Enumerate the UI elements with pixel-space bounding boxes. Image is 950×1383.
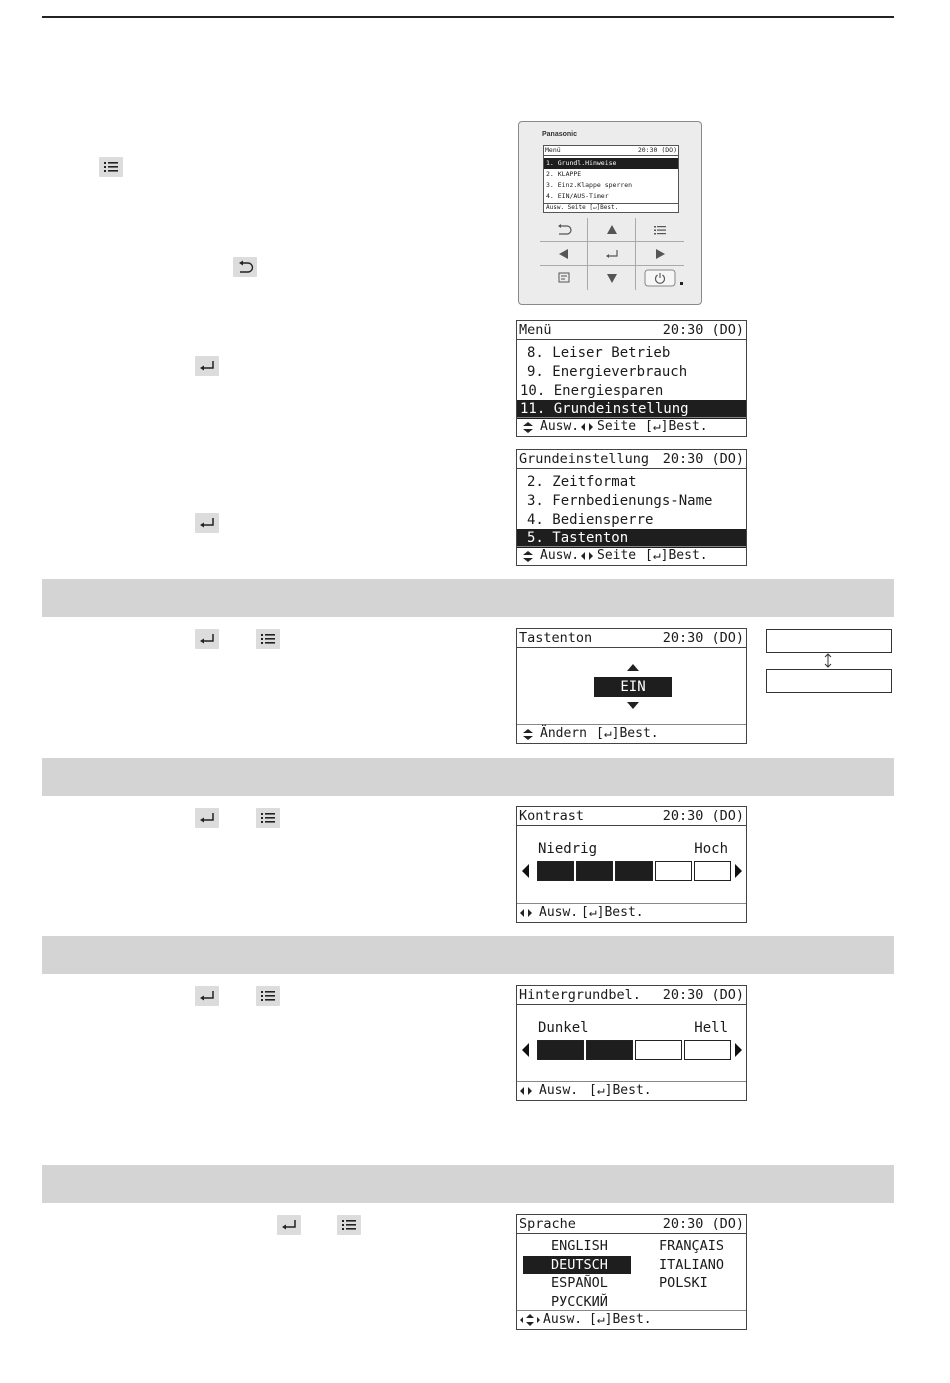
menu-item-selected[interactable]: 11. Grundeinstellung [517,400,746,419]
screen-title: Grundeinstellung [519,451,650,467]
footer-select-label: Ausw. [543,1312,583,1327]
up-down-icon [522,421,534,434]
tastenton-value[interactable]: EIN [594,677,672,697]
up-down-icon [522,550,534,563]
screen-sprache [516,1214,747,1330]
footer-confirm-label: [↵]Best. [589,1312,652,1327]
option-box-lower [766,669,892,693]
screen-footer [517,724,746,743]
brand-logo: Panasonic [542,131,578,138]
section-band-tastenton [42,579,894,617]
footer-confirm-label: [↵]Best. [645,419,708,434]
section-band-sprache [42,1165,894,1203]
screen-footer [517,903,746,922]
enter-button[interactable] [588,242,636,266]
screen-title: Tastenton [519,630,593,646]
screen-title: Sprache [519,1216,576,1232]
screen-header [517,1215,746,1234]
menu-item[interactable]: 3. Fernbedienungs-Name [527,493,713,509]
enter-key-icon [195,513,219,533]
option-box-upper [766,629,892,653]
decrease-icon[interactable] [522,864,529,878]
section-band-hintergrund [42,936,894,974]
return-arrow-icon [233,257,257,277]
screen-header [517,629,746,648]
screen-header [517,986,746,1005]
controller-menu-item: 4. EIN/AUS-Timer [546,192,609,200]
screen-clock: 20:30 (DO) [662,451,744,467]
screen-title: Menü [519,322,552,338]
footer-select-label: Ausw. [540,419,580,434]
kontrast-low-label: Niedrig [538,841,598,857]
down-button[interactable] [588,266,636,290]
kontrast-level-segment [694,861,731,881]
left-right-icon [580,422,594,432]
footer-page-label: Seite [597,419,637,434]
screen-title: Kontrast [519,808,585,824]
language-option[interactable]: ITALIANO [659,1256,725,1273]
controller-screen-header [544,146,678,156]
left-right-icon [580,551,594,561]
screen-menu [516,320,747,437]
four-way-icon [519,1313,541,1327]
language-option[interactable]: ESPAÑOL [551,1275,608,1291]
screen-hintergrundbeleuchtung [516,985,747,1101]
option-button[interactable] [540,266,588,290]
controller-screen-footer: Ausw. Seite [↵]Best. [544,203,678,212]
backlight-high-label: Hell [694,1020,728,1036]
screen-clock: 20:30 (DO) [662,630,744,646]
screen-clock: 20:30 (DO) [662,808,744,824]
kontrast-high-label: Hoch [694,841,728,857]
kontrast-level-segment [537,861,574,881]
footer-page-label: Seite [597,548,637,563]
enter-key-icon [195,986,219,1006]
screen-title: Hintergrundbel. [519,987,641,1003]
increase-icon[interactable] [735,1043,742,1057]
controller-screen [543,145,679,213]
backlight-level-segment [635,1040,682,1060]
screen-footer [517,1081,746,1100]
left-button[interactable] [540,242,588,266]
button-pad [540,218,684,290]
language-option[interactable]: РУССКИЙ [551,1293,608,1310]
controller-menu-item: 1. Grundl.Hinweise [544,158,678,169]
screen-footer [517,546,746,565]
remote-controller [518,121,702,305]
menu-list-icon [256,629,280,649]
controller-menu-item: 2. KLAPPE [546,170,582,178]
menu-list-icon [337,1215,361,1235]
section-band-kontrast [42,758,894,796]
footer-confirm-label: [↵]Best. [589,1083,652,1098]
menu-item-selected[interactable]: 5. Tastenton [517,529,746,548]
footer-select-label: Ausw. [540,548,580,563]
menu-item[interactable]: 4. Bediensperre [527,512,654,528]
right-button[interactable] [636,242,684,266]
screen-header [517,450,746,469]
up-down-icon [522,728,534,741]
enter-key-icon [195,808,219,828]
value-down-icon [626,701,640,710]
enter-key-icon [277,1215,301,1235]
footer-confirm-label: [↵]Best. [581,905,644,920]
controller-screen-clock: 20:30 (DO) [637,146,677,154]
screen-clock: 20:30 (DO) [662,1216,744,1232]
backlight-level-segment [684,1040,731,1060]
backlight-level-segment [537,1040,584,1060]
value-up-icon [626,663,640,672]
enter-key-icon [195,629,219,649]
screen-header [517,807,746,826]
left-right-icon [519,908,533,918]
menu-list-icon [256,986,280,1006]
backlight-level-segment [586,1040,633,1060]
kontrast-level-segment [615,861,652,881]
footer-select-label: Ausw. [539,1083,579,1098]
left-right-icon [519,1086,533,1096]
menu-item[interactable]: 8. Leiser Betrieb [527,345,671,361]
decrease-icon[interactable] [522,1043,529,1057]
power-button[interactable] [636,266,684,290]
footer-confirm-label: [↵]Best. [596,726,659,741]
kontrast-level-segment [576,861,613,881]
kontrast-level-bar[interactable] [537,861,731,881]
screen-kontrast [516,806,747,923]
language-option[interactable]: POLSKI [659,1275,708,1291]
footer-select-label: Ausw. [539,905,579,920]
language-option[interactable]: ENGLISH [551,1238,608,1254]
backlight-low-label: Dunkel [538,1020,589,1036]
screen-footer [517,1310,746,1329]
menu-list-icon [256,808,280,828]
controller-menu-item: 3. Einz.Klappe sperren [546,181,633,189]
language-option[interactable]: FRANÇAIS [659,1238,725,1254]
top-rule [42,16,894,18]
screen-clock: 20:30 (DO) [662,322,744,338]
screen-tastenton [516,628,747,744]
menu-item[interactable]: 9. Energieverbrauch [527,364,688,380]
screen-footer [517,417,746,436]
kontrast-level-segment [655,861,692,881]
up-button[interactable] [588,218,636,242]
screen-header [517,321,746,340]
footer-confirm-label: [↵]Best. [645,548,708,563]
increase-icon[interactable] [735,864,742,878]
controller-screen-title: Menü [545,146,561,154]
menu-item[interactable]: 2. Zeitformat [527,474,637,490]
toggle-arrow-icon [822,653,834,668]
menu-list-icon [99,157,123,177]
footer-change-label: Ändern [540,726,587,741]
led-indicator [680,282,683,285]
enter-key-icon [195,356,219,376]
menu-button[interactable] [636,218,684,242]
language-option-selected[interactable]: DEUTSCH [523,1256,631,1274]
screen-clock: 20:30 (DO) [662,987,744,1003]
screen-grundeinstellung [516,449,747,566]
backlight-level-bar[interactable] [537,1040,731,1060]
menu-item[interactable]: 10. Energiesparen [520,383,664,399]
back-button[interactable] [540,218,588,242]
